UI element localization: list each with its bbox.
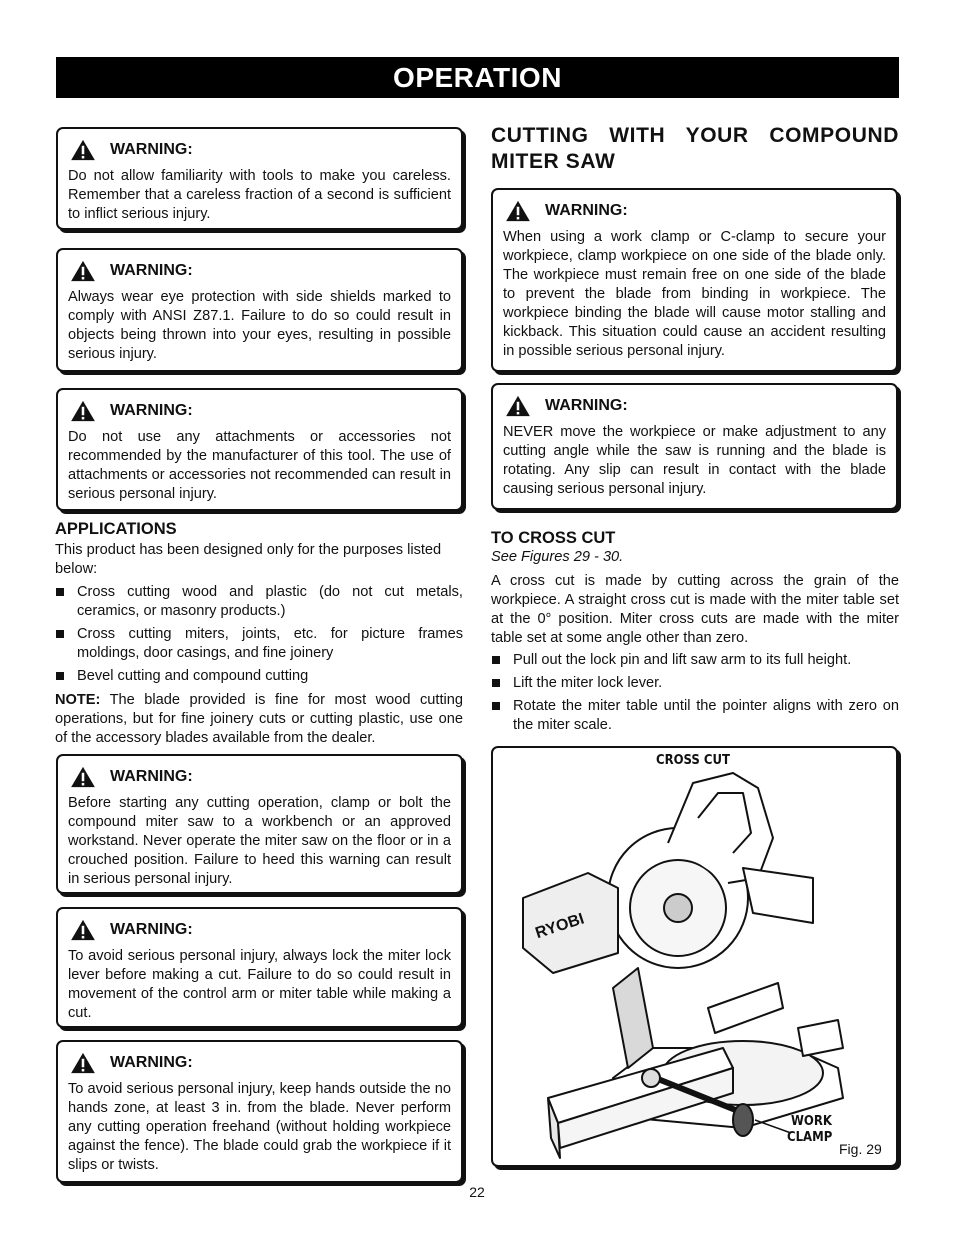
warning-title: WARNING: (110, 921, 193, 938)
warning-text: Do not allow familiarity with tools to make you careless. Remember that a careless fraction of a second is sufficient to inflict serious injury. (68, 168, 451, 222)
warning-triangle-icon (68, 919, 98, 941)
cross-cut-heading: TO CROSS CUT (491, 529, 616, 547)
warning-box-no-hands-zone (56, 1040, 463, 1183)
warning-triangle-icon (503, 395, 533, 417)
list-item: Lift the miter lock lever. (491, 674, 899, 693)
work-clamp-callout-line2: CLAMP (787, 1130, 833, 1145)
warning-box-miter-lock (56, 907, 463, 1028)
warning-text: To avoid serious personal injury, always lock the miter lock lever before making a cut. Failure to do so could result in movement of the control arm or miter table while making a cut. (68, 948, 451, 1021)
figure-29-box (491, 746, 898, 1167)
applications-list (55, 583, 463, 690)
cross-cut-steps (491, 651, 899, 739)
note-text: The blade provided is fine for most wood cutting operations, but for fine joinery cuts or cutting plastic, use one of the accessory blades available from the dealer. (55, 692, 463, 746)
warning-triangle-icon (503, 200, 533, 222)
cross-cut-intro: A cross cut is made by cutting across the grain of the workpiece. A straight cross cut is made with the miter table set at the 0° position. Miter cross cuts are made with the miter table set at some angle other than zero. (491, 573, 899, 646)
applications-intro: This product has been designed only for the purposes listed below: (55, 542, 442, 577)
warning-triangle-icon (68, 1052, 98, 1074)
warning-title: WARNING: (110, 141, 193, 158)
list-item: Rotate the miter table until the pointer aligns with zero on the miter scale. (491, 697, 899, 735)
note-label: NOTE: (55, 692, 101, 708)
cross-cut-see-figures: See Figures 29 - 30. (491, 549, 624, 565)
warning-text: NEVER move the workpiece or make adjustment to any cutting angle while the saw is running and the blade is rotating. Any slip can result in contact with the blade causing serious personal injury. (503, 424, 886, 497)
figure-title: CROSS CUT (656, 753, 730, 768)
applications-heading: APPLICATIONS (55, 520, 177, 538)
warning-text: When using a work clamp or C-clamp to secure your workpiece, clamp workpiece on one side of the blade only. The workpiece must remain free on one side of the blade to prevent the blade from binding in workpiece. The workpiece binding the blade will cause motor stalling and kickback. This situation could cause an accident resulting in possible serious personal injury. (503, 229, 886, 359)
warning-text: Do not use any attachments or accessories not recommended by the manufacturer of this tool. The use of attachments or accessories not recommended can result in serious personal injury. (68, 429, 451, 502)
list-item: Pull out the lock pin and lift saw arm to its full height. (491, 651, 899, 670)
svg-text:RYOBI: RYOBI (533, 910, 587, 943)
applications-note (55, 691, 463, 748)
warning-triangle-icon (68, 139, 98, 161)
warning-triangle-icon (68, 766, 98, 788)
work-clamp-callout-line1: WORK (791, 1114, 832, 1129)
warning-text: Before starting any cutting operation, clamp or bolt the compound miter saw to a workbench or an approved workstand. Never operate the miter saw on the floor or in a crouched position. Failure to heed this warning can result in serious personal injury. (68, 795, 451, 887)
warning-box-familiarity (56, 127, 463, 230)
section-title: CUTTING WITH YOUR COMPOUND MITER SAW (491, 124, 899, 173)
warning-title: WARNING: (545, 202, 628, 219)
warning-box-never-move (491, 383, 898, 510)
section-banner: OPERATION (56, 57, 899, 98)
page-number: 22 (469, 1184, 485, 1200)
figure-caption: Fig. 29 (839, 1141, 882, 1157)
warning-title: WARNING: (545, 397, 628, 414)
miter-saw-illustration (493, 748, 896, 1165)
warning-title: WARNING: (110, 262, 193, 279)
warning-triangle-icon (68, 400, 98, 422)
warning-box-work-clamp (491, 188, 898, 372)
warning-text: To avoid serious personal injury, keep hands outside the no hands zone, at least 3 in. from the blade. Never perform any cutting operation freehand (without holding workpiece against the fence). The blade could grab the workpiece if it slips or twists. (68, 1081, 451, 1173)
warning-text: Always wear eye protection with side shields marked to comply with ANSI Z87.1. Failure to do so could result in objects being thrown into your eyes, resulting in possible serious injury. (68, 289, 451, 362)
warning-box-eye-protection (56, 248, 463, 372)
list-item: Cross cutting miters, joints, etc. for picture frames moldings, door casings, and fine joinery (55, 625, 463, 663)
warning-title: WARNING: (110, 1054, 193, 1071)
warning-box-clamp-saw (56, 754, 463, 894)
list-item: Cross cutting wood and plastic (do not cut metals, ceramics, or masonry products.) (55, 583, 463, 621)
warning-box-attachments (56, 388, 463, 511)
warning-title: WARNING: (110, 768, 193, 785)
warning-title: WARNING: (110, 402, 193, 419)
warning-triangle-icon (68, 260, 98, 282)
list-item: Bevel cutting and compound cutting (55, 667, 463, 686)
